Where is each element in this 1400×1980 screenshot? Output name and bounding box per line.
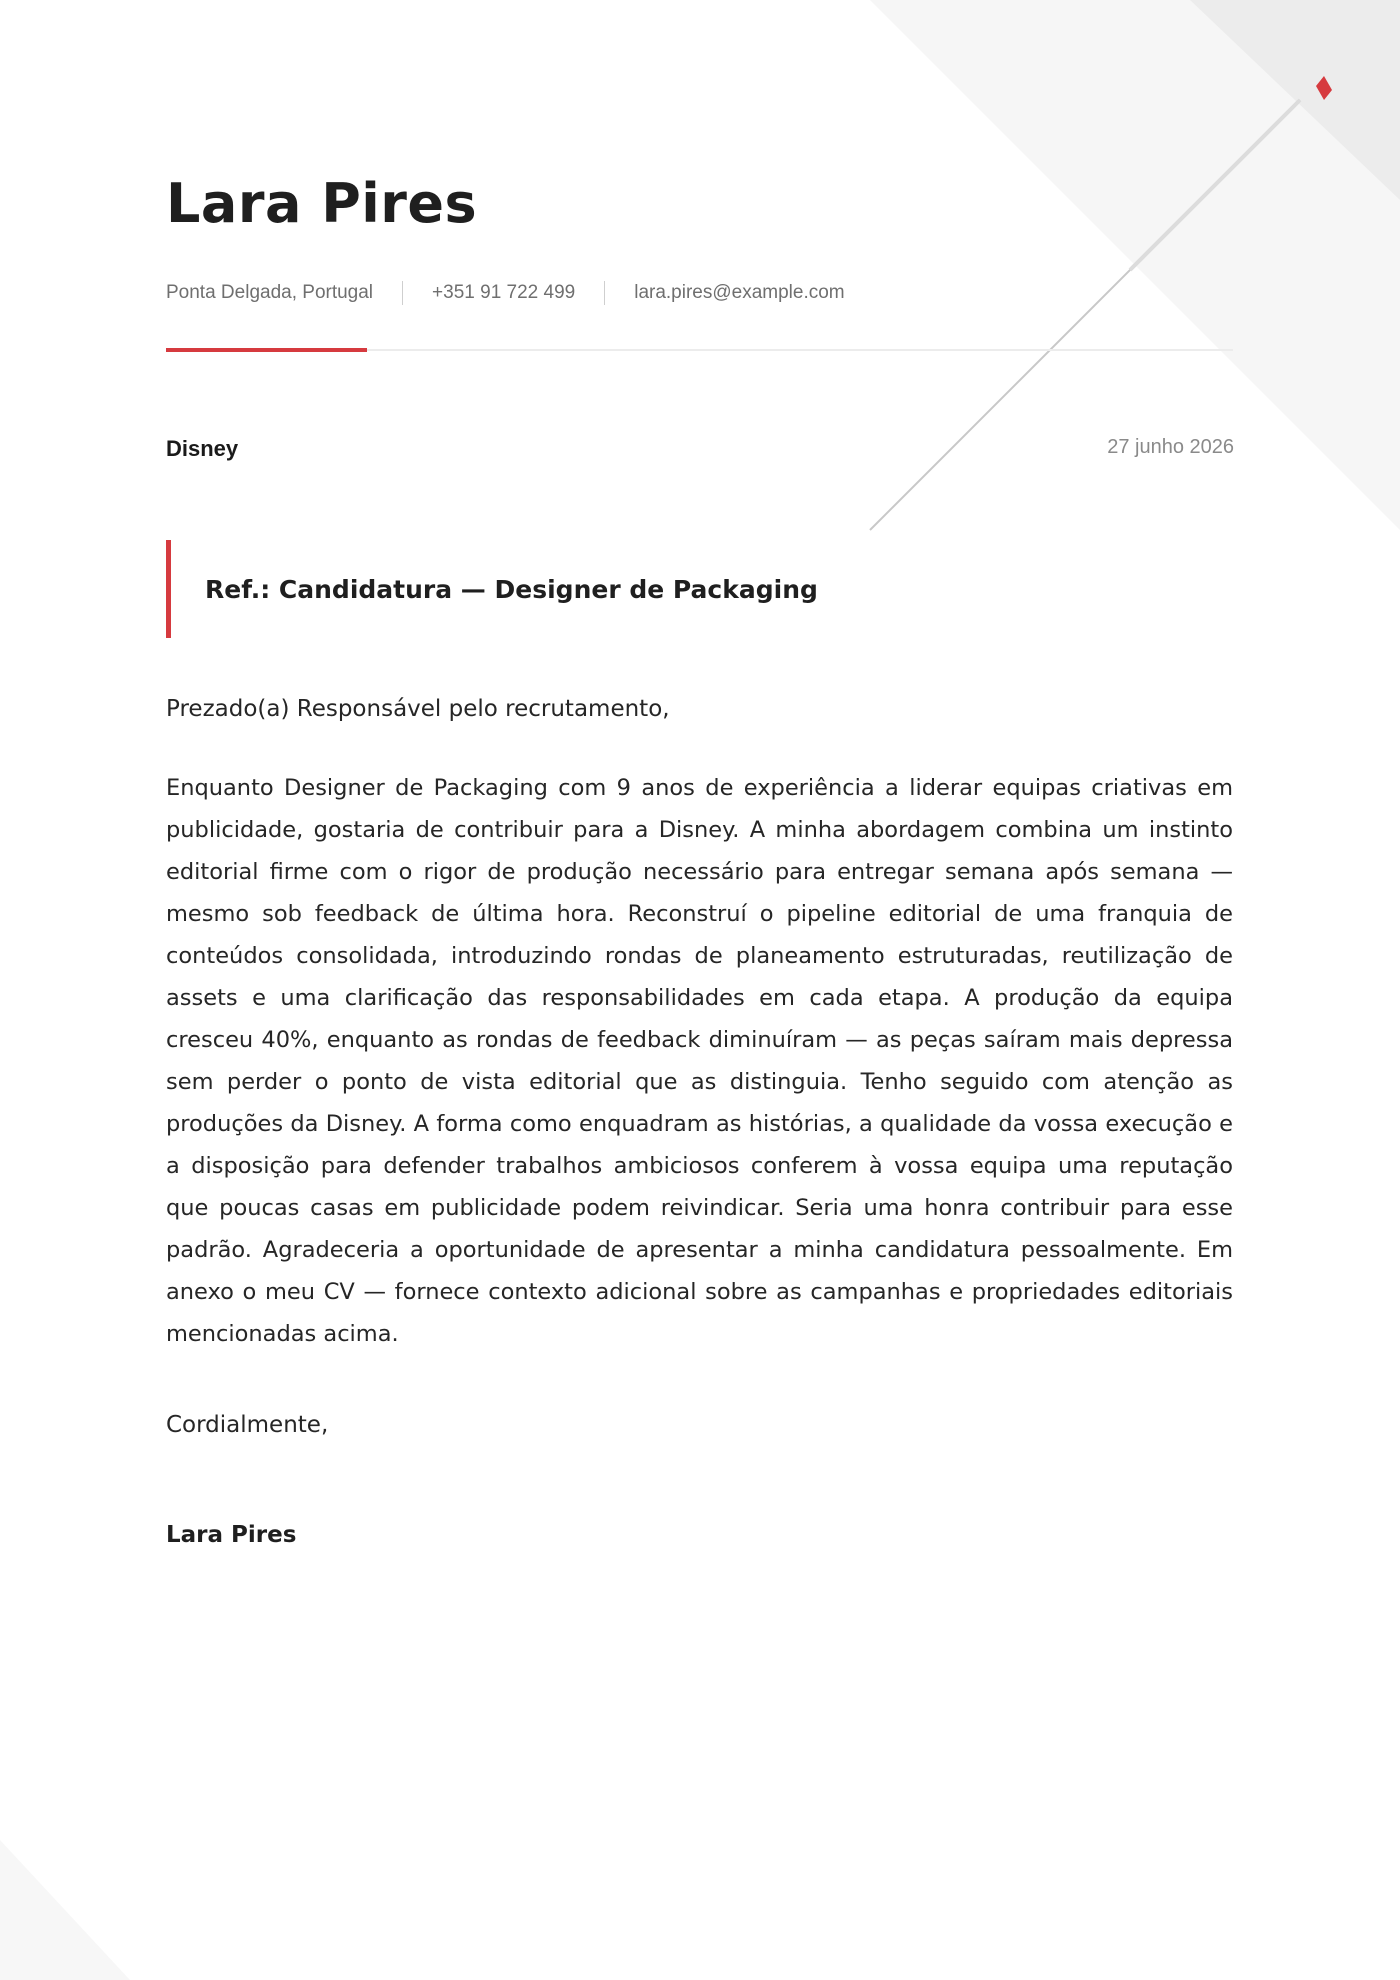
phone-text: +351 91 722 499 <box>432 282 576 303</box>
closing: Cordialmente, <box>166 1412 329 1438</box>
contact-divider <box>402 281 403 305</box>
contact-divider <box>604 281 605 305</box>
subject-block <box>166 540 1066 638</box>
letter-date: 27 junho 2026 <box>1107 436 1234 458</box>
recipient-company: Disney <box>166 436 239 461</box>
greeting: Prezado(a) Responsável pelo recrutamento, <box>166 696 670 722</box>
sender-name: Lara Pires <box>166 172 478 235</box>
signature: Lara Pires <box>166 1522 297 1548</box>
location-text: Ponta Delgada, Portugal <box>166 282 374 303</box>
contact-line <box>166 278 845 308</box>
subject-line: Ref.: Candidatura — Designer de Packaging <box>205 574 818 604</box>
letter-body: Enquanto Designer de Packaging com 9 anos de experiência a liderar equipas criativas em publicidade, gostaria de contribuir para a Disney. A minha abordagem combina um instinto editorial firme com o rigor de produção necessário para entregar semana após semana — mesmo sob feedback de última hora. Reconstruí o pipeline editorial de uma franquia de conteúdos consolidada, introduzindo rondas de planeamento estruturadas, reutilização de assets e uma clarificação das responsabilidades em cada etapa. A produção da equipa cresceu 40%, enquanto as rondas de feedback diminuíram — as peças saíram mais depressa sem perder o ponto de vista editorial que as distinguia. Tenho seguido com atenção as produções da Disney. A forma como enquadram as histórias, a qualidade da vossa execução e a disposição para defender trabalhos ambiciosos conferem à vossa equipa uma reputação que poucas casas em publicidade podem reivindicar. Seria uma honra contribuir para esse padrão. Agradeceria a oportunidade de apresentar a minha candidatura pessoalmente. Em anexo o meu CV — fornece contexto adicional sobre as campanhas e propriedades editoriais mencionadas acima. <box>166 775 1233 1347</box>
header-accent-bar <box>166 348 367 352</box>
email-text: lara.pires@example.com <box>634 282 845 303</box>
bottom-corner-shape <box>0 1840 130 1980</box>
